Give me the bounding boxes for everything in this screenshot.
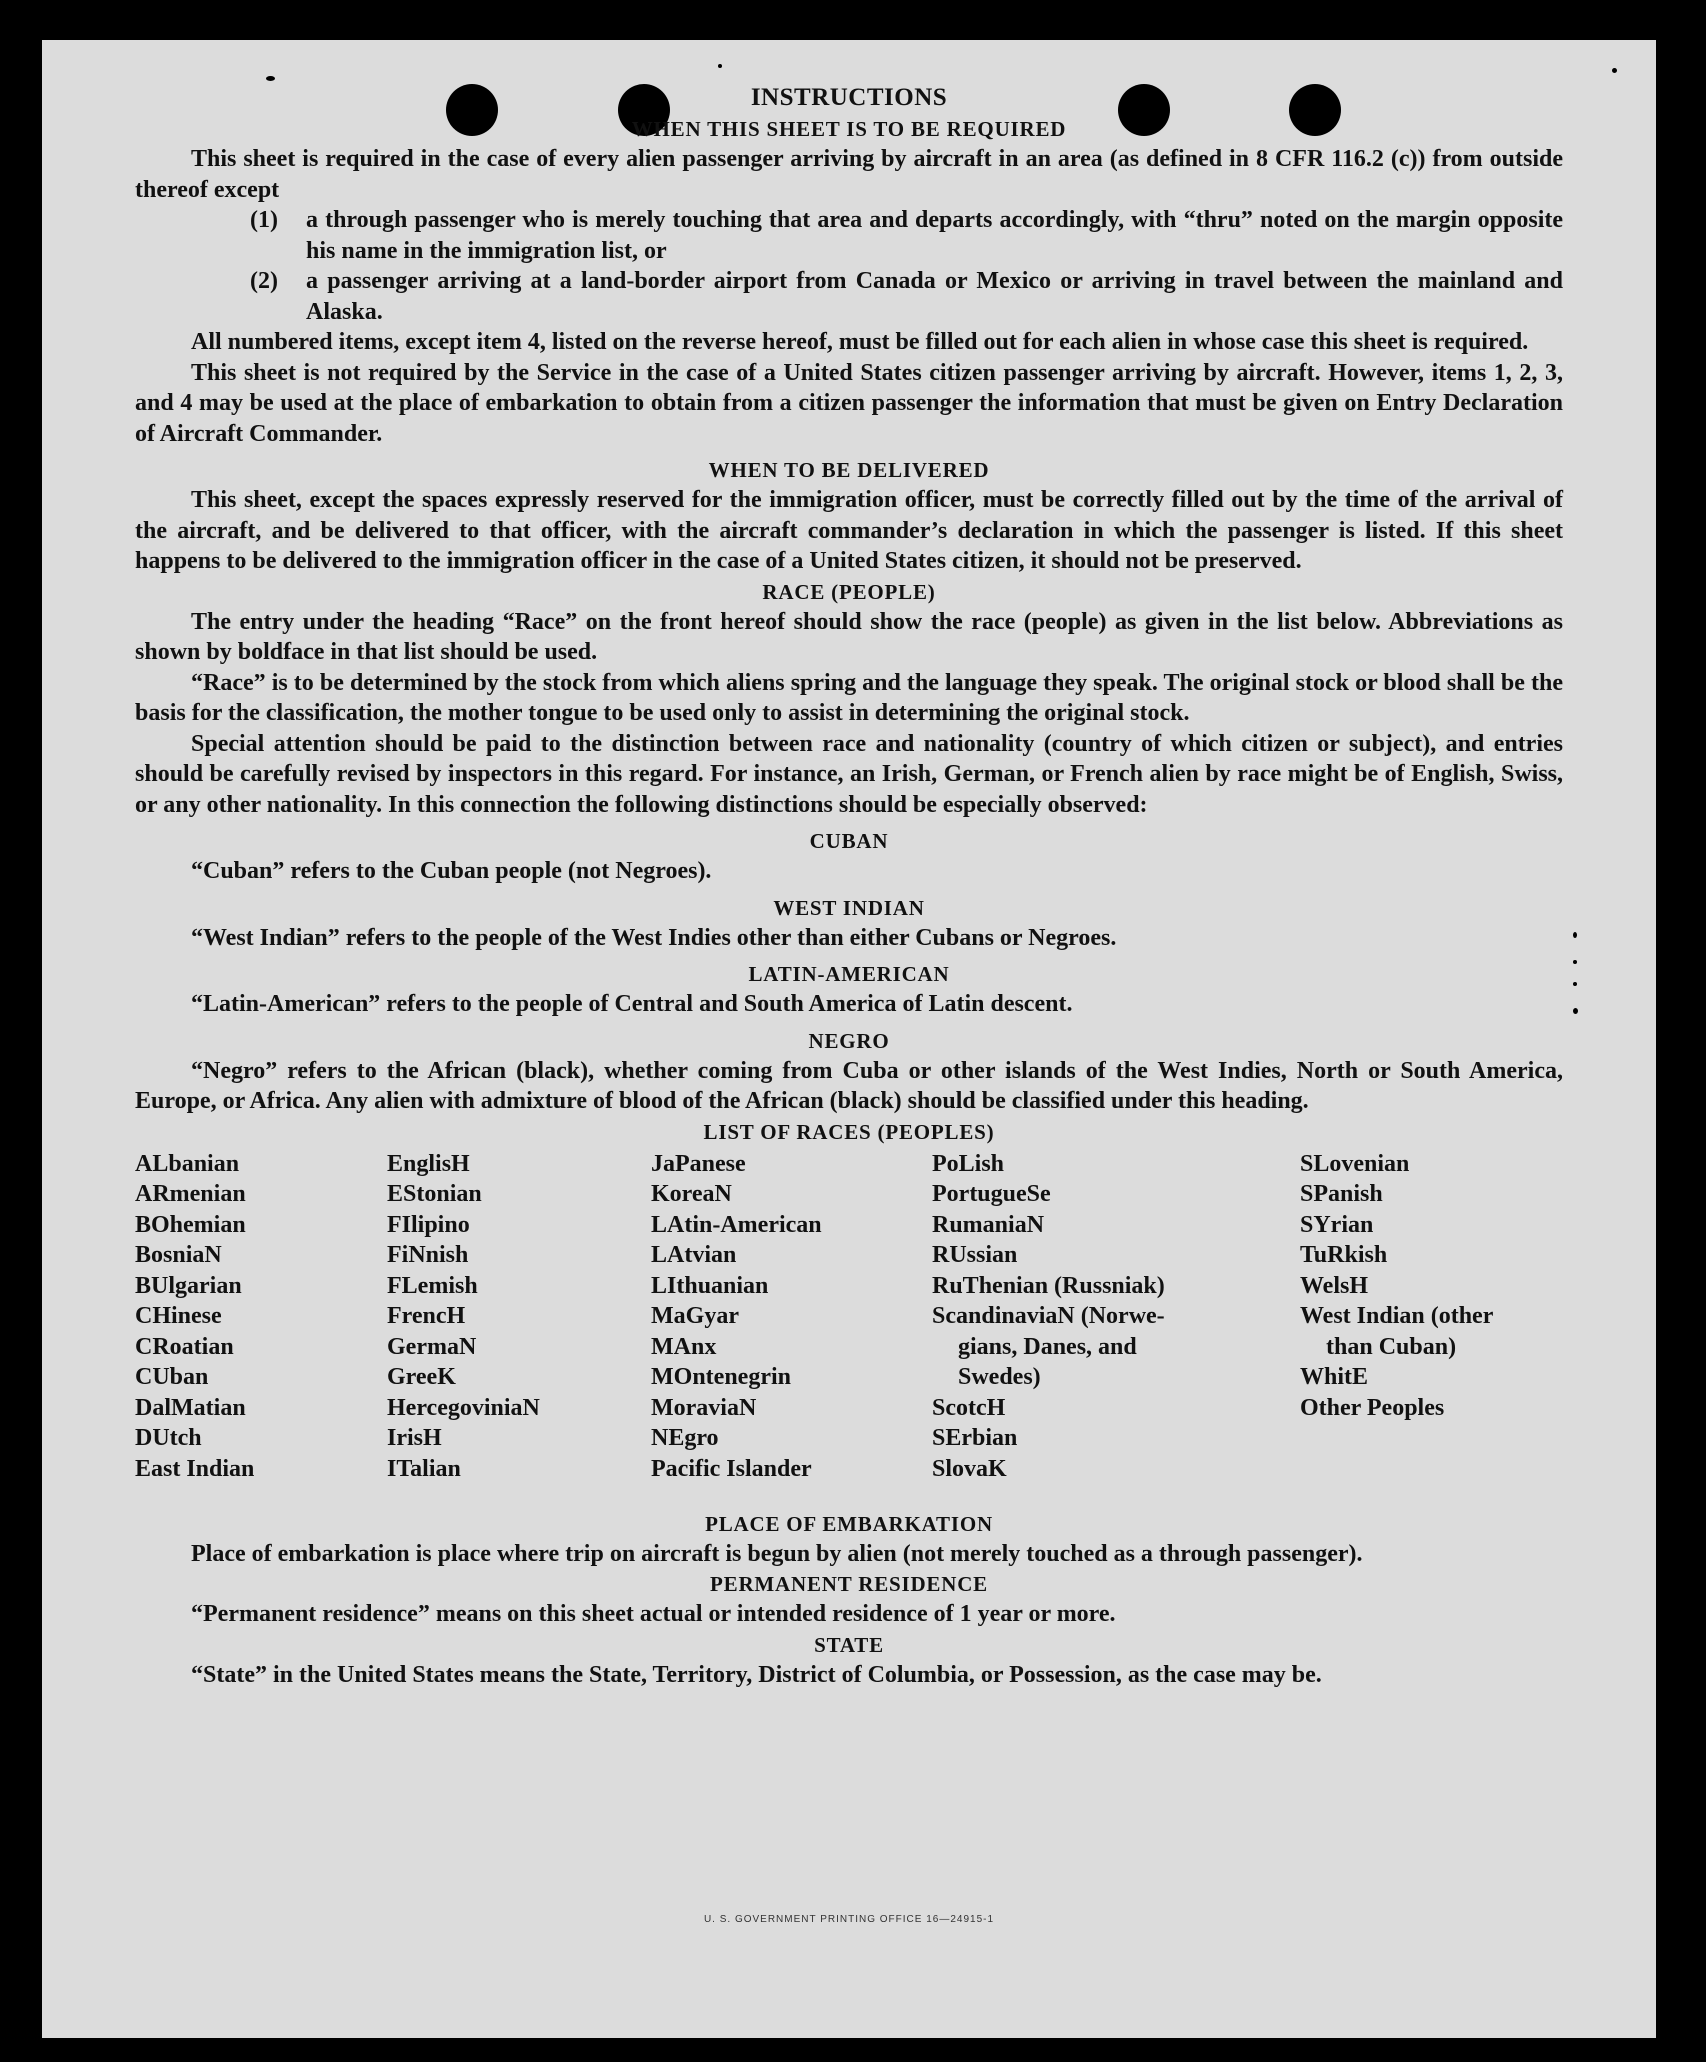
speck xyxy=(1612,68,1617,73)
race-entry: EStonian xyxy=(387,1181,482,1207)
paragraph: Place of embarkation is place where trip on aircraft is begun by alien (not merely touched as a through passenger). xyxy=(191,1540,1363,1567)
races-column-5 xyxy=(1300,1149,1493,1424)
paragraph: “Negro” refers to the African (black), whether coming from Cuba or other islands of the West Indies, North or South America, Europe, or Africa. Any alien with admixture of blood of the African (black) should be classified under this heading. xyxy=(135,1057,1563,1114)
race-entry: Pacific Islander xyxy=(651,1455,812,1482)
race-entry: LIthuanian xyxy=(651,1272,769,1299)
race-entry: GermaN xyxy=(387,1333,477,1360)
race-entry: FrencH xyxy=(387,1303,466,1329)
race-entry: BOhemian xyxy=(135,1211,246,1238)
instructions-content xyxy=(135,82,1563,1690)
section-heading-west-indian: WEST INDIAN xyxy=(773,895,925,920)
page-title: INSTRUCTIONS xyxy=(750,84,948,111)
races-list xyxy=(135,1149,1563,1509)
race-entry: Swedes) xyxy=(958,1364,1041,1390)
speck xyxy=(1573,1008,1578,1014)
paragraph: “State” in the United States means the State, Territory, District of Columbia, or Possession, as the case may be. xyxy=(191,1661,1322,1688)
race-entry: KoreaN xyxy=(651,1181,732,1207)
section-heading-race: RACE (PEOPLE) xyxy=(762,579,936,604)
races-column-3 xyxy=(651,1149,822,1485)
section-heading-cuban: CUBAN xyxy=(809,829,889,853)
section-heading-residence: PERMANENT RESIDENCE xyxy=(710,1572,988,1596)
race-entry: FiNnish xyxy=(387,1242,469,1268)
race-entry: gians, Danes, and xyxy=(958,1333,1137,1360)
race-entry: CRoatian xyxy=(135,1333,234,1360)
item-number: (1) xyxy=(250,207,278,233)
race-entry: JaPanese xyxy=(651,1150,746,1177)
race-entry: GreeK xyxy=(387,1364,456,1390)
race-entry: SLovenian xyxy=(1300,1150,1410,1177)
race-entry: MOntenegrin xyxy=(651,1364,791,1390)
paragraph: “Race” is to be determined by the stock from which aliens spring and the language they speak. The original stock or blood shall be the basis for the classification, the mother tongue to be used only to assist in determining the original stock. xyxy=(135,669,1563,726)
race-entry: WelsH xyxy=(1300,1272,1369,1299)
section-heading-list-of-races: LIST OF RACES (PEOPLES) xyxy=(703,1119,995,1144)
paragraph: “Cuban” refers to the Cuban people (not Negroes). xyxy=(191,858,712,884)
paragraph: “Latin-American” refers to the people of Central and South America of Latin descent. xyxy=(191,991,1073,1017)
race-entry: SErbian xyxy=(932,1425,1018,1451)
item-text: a through passenger who is merely touching that area and departs accordingly, with “thru” noted on the margin opposite his name in the immigration list, or xyxy=(306,207,1563,264)
speck xyxy=(718,64,722,68)
race-entry: ScotcH xyxy=(932,1394,1006,1421)
race-entry: MoraviaN xyxy=(651,1394,757,1421)
race-entry: FIlipino xyxy=(387,1211,470,1238)
race-entry: PortugueSe xyxy=(932,1181,1051,1207)
numbered-item xyxy=(250,266,1563,327)
race-entry: Other Peoples xyxy=(1300,1394,1445,1421)
paragraph: This sheet is required in the case of every alien passenger arriving by aircraft in an area (as defined in 8 CFR 116.2 (c)) from outside thereof except xyxy=(135,146,1563,203)
races-column-4 xyxy=(932,1149,1165,1485)
section-heading-negro: NEGRO xyxy=(808,1028,890,1053)
race-entry: CUban xyxy=(135,1364,209,1390)
race-entry: WhitE xyxy=(1300,1364,1369,1390)
race-entry: LAtvian xyxy=(651,1242,737,1268)
race-entry: RuThenian (Russniak) xyxy=(932,1272,1165,1299)
paragraph: The entry under the heading “Race” on the front hereof should show the race (people) as given in the list below. Abbreviations as shown by boldface in that list should be used. xyxy=(135,608,1563,665)
race-entry: MAnx xyxy=(651,1333,717,1360)
races-column-2 xyxy=(387,1149,540,1485)
race-entry: SYrian xyxy=(1300,1211,1374,1238)
race-entry: RumaniaN xyxy=(932,1211,1045,1238)
race-entry: ALbanian xyxy=(135,1150,240,1177)
race-entry: than Cuban) xyxy=(1326,1333,1457,1360)
numbered-item xyxy=(250,205,1563,266)
race-entry: CHinese xyxy=(135,1303,222,1329)
race-entry: West Indian (other xyxy=(1300,1303,1494,1329)
item-text: a passenger arriving at a land-border airport from Canada or Mexico or arriving in travel between the mainland and Alaska. xyxy=(306,268,1563,325)
race-entry: ScandinaviaN (Norwe- xyxy=(932,1303,1165,1329)
race-entry: SlovaK xyxy=(932,1455,1007,1482)
race-entry: IrisH xyxy=(387,1425,442,1451)
paragraph: This sheet, except the spaces expressly reserved for the immigration officer, must be correctly filled out by the time of the arrival of the aircraft, and be delivered to that officer, with the aircraft commander’s declaration in which the passenger is listed. If this sheet happens to be delivered to the immigration officer in the case of a United States citizen, it should not be preserved. xyxy=(135,487,1563,574)
race-entry: DUtch xyxy=(135,1425,202,1451)
paragraph: “Permanent residence” means on this sheet actual or intended residence of 1 year or more. xyxy=(191,1601,1116,1627)
race-entry: BUlgarian xyxy=(135,1272,242,1299)
document-sheet xyxy=(42,40,1656,2038)
paragraph: This sheet is not required by the Service in the case of a United States citizen passenger arriving by aircraft. However, items 1, 2, 3, and 4 may be used at the place of embarkation to obtain from a citizen passenger the information that must be given on Entry Declaration of Aircraft Commander. xyxy=(135,359,1563,447)
race-entry: ARmenian xyxy=(135,1181,246,1207)
races-column-1 xyxy=(135,1149,254,1485)
section-heading-required: WHEN THIS SHEET IS TO BE REQUIRED xyxy=(631,117,1067,141)
section-heading-latin-american: LATIN-AMERICAN xyxy=(748,962,950,986)
speck xyxy=(1573,982,1577,986)
speck xyxy=(1573,960,1577,964)
item-number: (2) xyxy=(250,268,278,294)
race-entry: HercegoviniaN xyxy=(387,1394,540,1421)
race-entry: DalMatian xyxy=(135,1394,246,1421)
section-heading-embarkation: PLACE OF EMBARKATION xyxy=(705,1511,993,1536)
paragraph: Special attention should be paid to the distinction between race and nationality (country of which citizen or subject), and entries should be carefully revised by inspectors in this regard. For instance, an Irish, German, or French alien by race might be of English, Swiss, or any other nationality. In this connection the following distinctions should be especially observed: xyxy=(135,730,1563,818)
race-entry: TuRkish xyxy=(1300,1242,1388,1268)
race-entry: RUssian xyxy=(932,1242,1018,1268)
speck xyxy=(266,76,275,81)
race-entry: ITalian xyxy=(387,1455,461,1482)
race-entry: East Indian xyxy=(135,1455,255,1482)
race-entry: BosniaN xyxy=(135,1242,222,1268)
speck xyxy=(1573,932,1577,938)
race-entry: LAtin-American xyxy=(651,1211,822,1238)
race-entry: SPanish xyxy=(1300,1181,1383,1207)
race-entry: NEgro xyxy=(651,1425,719,1451)
printing-office-footer: U. S. GOVERNMENT PRINTING OFFICE 16—24915-1 xyxy=(703,1914,995,1925)
race-entry: MaGyar xyxy=(651,1303,739,1329)
race-entry: PoLish xyxy=(932,1150,1005,1177)
paragraph: All numbered items, except item 4, listed on the reverse hereof, must be filled out for each alien in whose case this sheet is required. xyxy=(191,329,1529,355)
section-heading-delivered: WHEN TO BE DELIVERED xyxy=(708,458,990,482)
race-entry: FLemish xyxy=(387,1272,478,1299)
race-entry: EnglisH xyxy=(387,1150,470,1177)
paragraph: “West Indian” refers to the people of the West Indies other than either Cubans or Negroes. xyxy=(191,924,1117,951)
section-heading-state: STATE xyxy=(814,1632,884,1657)
